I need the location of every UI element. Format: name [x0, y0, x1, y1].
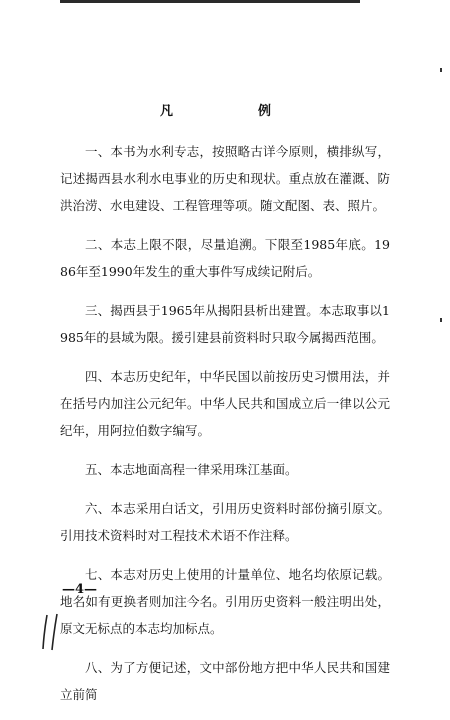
title-char-1: 凡 [160, 104, 174, 119]
scan-speck [440, 318, 442, 322]
scan-top-edge [60, 0, 360, 3]
paragraph-4: 四、本志历史纪年，中华民国以前按历史习惯用法，并在括号内加注公元纪年。中华人民共和国成立后一律以公元纪年，用阿拉伯数字编写。 [60, 369, 390, 438]
scan-speck [440, 68, 442, 72]
paragraph-5: 五、本志地面高程一律采用珠江基面。 [85, 462, 298, 477]
handwritten-mark [38, 612, 68, 652]
title-char-2: 例 [258, 104, 272, 119]
paragraph-7: 七、本志对历史上使用的计量单位、地名均依原记载。地名如有更换者则加注今名。引用历史资料一般注明出处，原文无标点的本志均加标点。 [60, 567, 390, 636]
document-body [60, 138, 390, 720]
page-number: —4— [62, 582, 98, 597]
paragraph-6: 六、本志采用白话文，引用历史资料时部份摘引原文。引用技术资料时对工程技术术语不作注释。 [60, 501, 390, 543]
paragraph-8: 八、为了方便记述，文中部份地方把中华人民共和国建立前简 [60, 660, 390, 702]
paragraph-1: 一、本书为水利专志，按照略古详今原则，横排纵写，记述揭西县水利水电事业的历史和现状。重点放在灌溉、防洪治涝、水电建设、工程管理等项。随文配图、表、照片。 [60, 144, 390, 213]
paragraph-2: 二、本志上限不限，尽量追溯。下限至1985年底。1986年至1990年发生的重大事件写成续记附后。 [60, 237, 390, 279]
paragraph-3: 三、揭西县于1965年从揭阳县析出建置。本志取事以1985年的县域为限。援引建县前资料时只取今属揭西范围。 [60, 303, 390, 345]
